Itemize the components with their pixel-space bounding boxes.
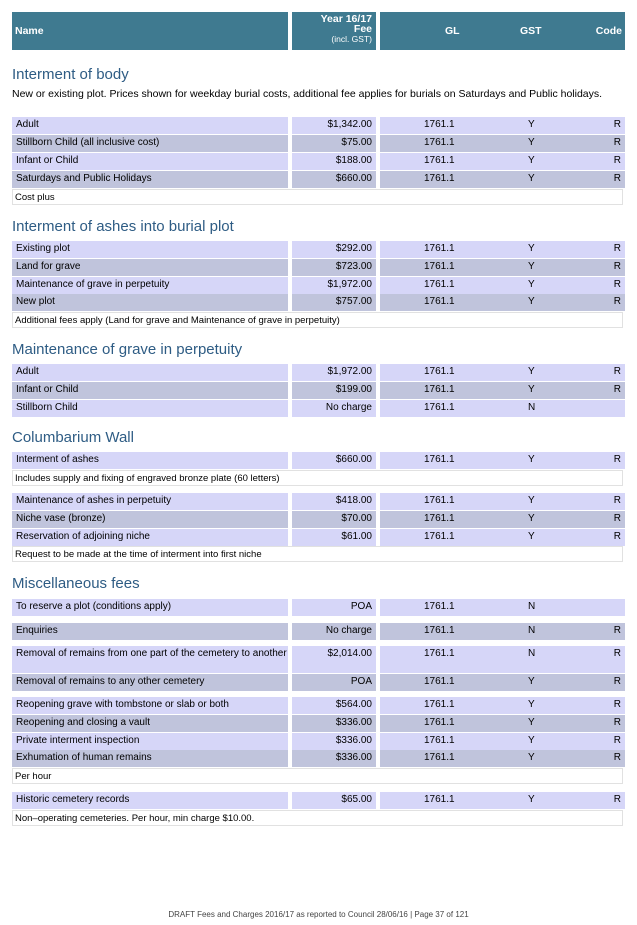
row-gl: 1761.1 (424, 735, 455, 746)
row-codes (380, 400, 625, 417)
row-code: R (613, 261, 621, 272)
row-codes (380, 382, 625, 399)
row-fee: $65.00 (292, 792, 376, 809)
row-code: R (613, 752, 621, 763)
row-gl: 1761.1 (424, 296, 455, 307)
row-gl: 1761.1 (424, 495, 455, 506)
row-code: R (613, 119, 621, 130)
row-name: Stillborn Child (12, 400, 288, 417)
table-row (12, 792, 625, 809)
table-header (12, 12, 625, 50)
section-title: Miscellaneous fees (12, 575, 140, 592)
table-row (12, 277, 625, 294)
row-codes (380, 529, 625, 546)
table-row (12, 117, 625, 134)
table-row (12, 259, 625, 276)
row-fee: $336.00 (292, 750, 376, 767)
row-codes (380, 171, 625, 188)
table-row (12, 171, 625, 188)
row-code: R (613, 137, 621, 148)
row-gl: 1761.1 (424, 119, 455, 130)
row-fee: $336.00 (292, 733, 376, 750)
row-fee: $188.00 (292, 153, 376, 170)
row-name: To reserve a plot (conditions apply) (12, 599, 288, 616)
row-gl: 1761.1 (424, 513, 455, 524)
row-gl: 1761.1 (424, 173, 455, 184)
row-codes (380, 674, 625, 691)
row-gl: 1761.1 (424, 601, 455, 612)
row-gst: Y (528, 531, 535, 542)
section-title: Maintenance of grave in perpetuity (12, 341, 243, 358)
row-code: R (613, 625, 621, 636)
table-row (12, 241, 625, 258)
row-codes (380, 452, 625, 469)
table-row (12, 382, 625, 399)
row-gst: Y (528, 676, 535, 687)
row-name: Enquiries (12, 623, 288, 640)
row-gl: 1761.1 (424, 531, 455, 542)
row-gst: Y (528, 717, 535, 728)
section-intro: New or existing plot. Prices shown for weekday burial costs, additional fee applies for burials on Saturdays and Public holidays. (12, 88, 603, 100)
row-gst: Y (528, 243, 535, 254)
row-gst: Y (528, 155, 535, 166)
row-gst: Y (528, 137, 535, 148)
table-row (12, 646, 625, 673)
row-codes (380, 493, 625, 510)
row-gl: 1761.1 (424, 279, 455, 290)
row-gl: 1761.1 (424, 137, 455, 148)
row-codes (380, 277, 625, 294)
row-fee: POA (292, 599, 376, 616)
row-fee: $292.00 (292, 241, 376, 258)
table-row (12, 529, 625, 546)
row-gst: Y (528, 384, 535, 395)
row-gst: Y (528, 794, 535, 805)
row-code: R (613, 717, 621, 728)
row-fee: $660.00 (292, 452, 376, 469)
row-name: Land for grave (12, 259, 288, 276)
row-codes (380, 792, 625, 809)
row-fee: $1,972.00 (292, 277, 376, 294)
row-code: R (613, 699, 621, 710)
row-code: R (613, 676, 621, 687)
row-gst: Y (528, 296, 535, 307)
row-gst: Y (528, 699, 535, 710)
row-gl: 1761.1 (424, 155, 455, 166)
row-name: Historic cemetery records (12, 792, 288, 809)
row-code: R (613, 735, 621, 746)
row-codes (380, 135, 625, 152)
row-name: New plot (12, 294, 288, 311)
row-gl: 1761.1 (424, 402, 455, 413)
row-codes (380, 117, 625, 134)
row-fee: $199.00 (292, 382, 376, 399)
row-code: R (613, 243, 621, 254)
row-name: Reopening and closing a vault (12, 715, 288, 732)
row-code: R (613, 495, 621, 506)
row-code: R (613, 279, 621, 290)
row-gst: Y (528, 735, 535, 746)
row-code: R (613, 173, 621, 184)
row-name: Infant or Child (12, 153, 288, 170)
row-note: Includes supply and fixing of engraved bronze plate (60 letters) (12, 470, 623, 486)
row-code: R (613, 531, 621, 542)
row-gst: N (528, 402, 536, 413)
row-codes (380, 259, 625, 276)
row-codes (380, 241, 625, 258)
row-gst: Y (528, 495, 535, 506)
page-footer: DRAFT Fees and Charges 2016/17 as reported to Council 28/06/16 | Page 37 of 121 (168, 910, 469, 919)
row-gl: 1761.1 (424, 625, 455, 636)
row-gst: Y (528, 752, 535, 763)
row-gl: 1761.1 (424, 366, 455, 377)
row-note: Request to be made at the time of interment into first niche (12, 546, 623, 562)
row-name: Interment of ashes (12, 452, 288, 469)
table-row (12, 733, 625, 750)
row-gl: 1761.1 (424, 384, 455, 395)
row-gl: 1761.1 (424, 752, 455, 763)
row-code: R (613, 794, 621, 805)
row-gl: 1761.1 (424, 454, 455, 465)
row-fee: $75.00 (292, 135, 376, 152)
row-codes (380, 697, 625, 714)
row-name: Adult (12, 364, 288, 381)
row-fee: $660.00 (292, 171, 376, 188)
table-row (12, 715, 625, 732)
row-codes (380, 153, 625, 170)
row-name: Adult (12, 117, 288, 134)
row-gl: 1761.1 (424, 261, 455, 272)
table-row (12, 623, 625, 640)
row-note: Cost plus (12, 189, 623, 205)
table-row (12, 697, 625, 714)
header-fee-year: Year 16/17 (320, 13, 372, 25)
row-name: Saturdays and Public Holidays (12, 171, 288, 188)
section-title: Interment of body (12, 66, 129, 83)
row-name: Stillborn Child (all inclusive cost) (12, 135, 288, 152)
table-row (12, 400, 625, 417)
row-gst: N (528, 601, 536, 612)
row-name: Maintenance of grave in perpetuity (12, 277, 288, 294)
row-code: R (613, 513, 621, 524)
row-code: R (613, 366, 621, 377)
row-codes (380, 733, 625, 750)
table-row (12, 294, 625, 311)
section-title: Columbarium Wall (12, 429, 134, 446)
row-fee: $564.00 (292, 697, 376, 714)
row-name: Removal of remains from one part of the cemetery to another (12, 646, 288, 673)
header-gl: GL (445, 25, 460, 37)
row-name: Exhumation of human remains (12, 750, 288, 767)
row-name: Maintenance of ashes in perpetuity (12, 493, 288, 510)
row-codes (380, 646, 625, 673)
row-fee: $61.00 (292, 529, 376, 546)
row-codes (380, 364, 625, 381)
row-fee: $757.00 (292, 294, 376, 311)
row-codes (380, 623, 625, 640)
row-name: Infant or Child (12, 382, 288, 399)
row-fee: POA (292, 674, 376, 691)
row-gst: N (528, 625, 536, 636)
row-code: R (613, 296, 621, 307)
row-codes (380, 750, 625, 767)
table-row (12, 153, 625, 170)
row-gl: 1761.1 (424, 243, 455, 254)
row-note: Non–operating cemeteries. Per hour, min charge $10.00. (12, 810, 623, 826)
header-fee-label: Fee (353, 23, 372, 35)
row-code: R (613, 648, 621, 659)
row-code: R (613, 454, 621, 465)
row-codes (380, 715, 625, 732)
row-fee: $723.00 (292, 259, 376, 276)
row-fee: $70.00 (292, 511, 376, 528)
row-gst: Y (528, 173, 535, 184)
row-gst: Y (528, 279, 535, 290)
header-codes (380, 12, 625, 50)
header-code: Code (595, 25, 622, 37)
row-fee: $2,014.00 (292, 646, 376, 673)
row-codes (380, 294, 625, 311)
row-fee: $1,972.00 (292, 364, 376, 381)
row-gl: 1761.1 (424, 717, 455, 728)
table-row (12, 750, 625, 767)
row-name: Reopening grave with tombstone or slab or both (12, 697, 288, 714)
row-fee: No charge (292, 623, 376, 640)
row-gst: Y (528, 513, 535, 524)
row-name: Existing plot (12, 241, 288, 258)
row-name: Niche vase (bronze) (12, 511, 288, 528)
header-name: Name (12, 12, 288, 50)
row-fee: No charge (292, 400, 376, 417)
row-name: Reservation of adjoining niche (12, 529, 288, 546)
row-code: R (613, 384, 621, 395)
table-row (12, 452, 625, 469)
row-codes (380, 511, 625, 528)
table-row (12, 511, 625, 528)
row-fee: $336.00 (292, 715, 376, 732)
row-gst: Y (528, 261, 535, 272)
row-note: Per hour (12, 768, 623, 784)
table-row (12, 493, 625, 510)
table-row (12, 674, 625, 691)
row-gl: 1761.1 (424, 676, 455, 687)
header-fee (292, 12, 376, 50)
row-name: Removal of remains to any other cemetery (12, 674, 288, 691)
row-gst: Y (528, 366, 535, 377)
row-gl: 1761.1 (424, 648, 455, 659)
row-note: Additional fees apply (Land for grave and Maintenance of grave in perpetuity) (12, 312, 623, 328)
row-name: Private interment inspection (12, 733, 288, 750)
table-row (12, 135, 625, 152)
row-codes (380, 599, 625, 616)
section-title: Interment of ashes into burial plot (12, 218, 234, 235)
row-fee: $1,342.00 (292, 117, 376, 134)
row-code: R (613, 155, 621, 166)
header-gst: GST (520, 25, 542, 37)
row-gst: N (528, 648, 536, 659)
table-row (12, 364, 625, 381)
row-gst: Y (528, 454, 535, 465)
row-gl: 1761.1 (424, 794, 455, 805)
header-fee-note: (incl. GST) (331, 34, 372, 44)
row-gst: Y (528, 119, 535, 130)
row-fee: $418.00 (292, 493, 376, 510)
row-gl: 1761.1 (424, 699, 455, 710)
table-row (12, 599, 625, 616)
